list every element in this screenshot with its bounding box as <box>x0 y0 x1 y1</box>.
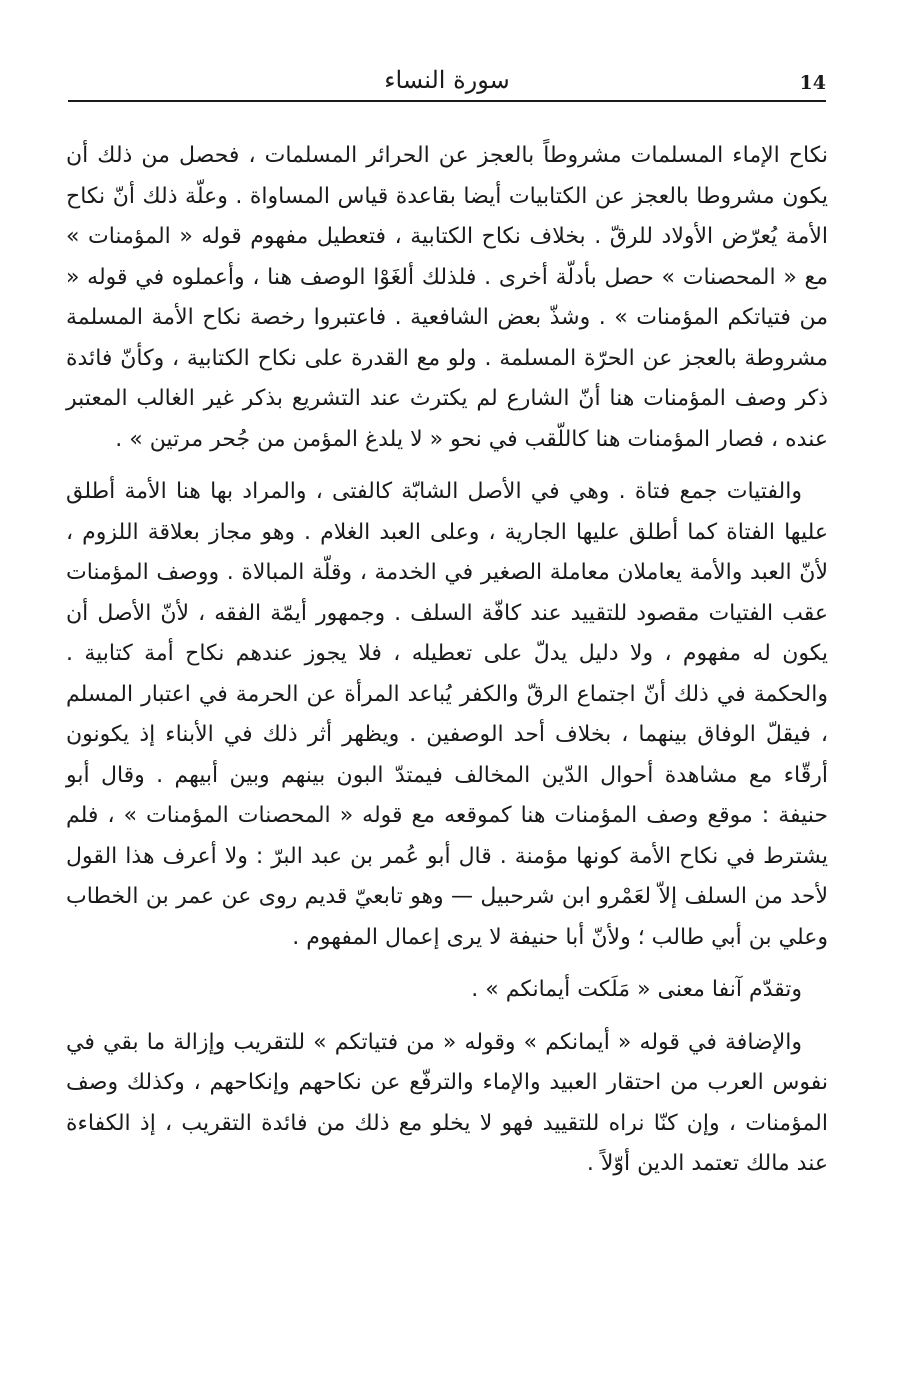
surah-title: سورة النساء <box>384 66 510 94</box>
paragraph: والفتيات جمع فتاة . وهي في الأصل الشابّة كالفتى ، والمراد بها هنا الأمة أطلق عليها الفتاة كما أطلق عليها الجارية ، وعلى العبد الغلام . وهو مجاز بعلاقة اللزوم ، لأنّ العبد والأمة يعاملان معاملة الصغير في الخدمة ، وقلّة المبالاة . ووصف المؤمنات عقب الفتيات مقصود للتقييد عند كافّة السلف . وجمهور أيمّة الفقه ، لأنّ الأصل أن يكون له مفهوم ، ولا دليل يدلّ على تعطيله ، فلا يجوز عندهم نكاح أمة كتابية . والحكمة في ذلك أنّ اجتماع الرقّ والكفر يُباعد المرأة عن الحرمة في اعتبار المسلم ، فيقلّ الوفاق بينهما ، بخلاف أحد الوصفين . ويظهر أثر ذلك في الأبناء إذ يكونون أرقّاء مع مشاهدة أحوال الدّين المخالف فيمتدّ البون بينهم وبين أبيهم . وقال أبو حنيفة : موقع وصف المؤمنات هنا كموقعه مع قوله « المحصنات المؤمنات » ، فلم يشترط في نكاح الأمة كونها مؤمنة . قال أبو عُمر بن عبد البرّ : ولا أعرف هذا القول لأحد من السلف إلاّ لعَمْرو ابن شرحبيل — وهو تابعيّ قديم روى عن عمر بن الخطاب وعلي بن أبي طالب ؛ ولأنّ أبا حنيفة لا يرى إعمال المفهوم . <box>66 479 828 950</box>
paragraph: والإضافة في قوله « أيمانكم » وقوله « من فتياتكم » للتقريب وإزالة ما بقي في نفوس العرب من احتقار العبيد والإماء والترفّع عن نكاحهم وإنكاحهم ، وكذلك وصف المؤمنات ، وإن كنّا نراه للتقييد فهو لا يخلو مع ذلك من فائدة التقريب ، إذ الكفاءة عند مالك تعتمد الدين أوّلاً . <box>66 1029 828 1176</box>
paragraph: نكاح الإماء المسلمات مشروطاً بالعجز عن الحرائر المسلمات ، فحصل من ذلك أن يكون مشروطا بالعجز عن الكتابيات أيضا بقاعدة قياس المساواة . وعلّة ذلك أنّ نكاح الأمة يُعرّض الأولاد للرقّ . بخلاف نكاح الكتابية ، فتعطيل مفهوم قوله « المؤمنات » مع « المحصنات » حصل بأدلّة أخرى . فلذلك ألغَوْا الوصف هنا ، وأعملوه في قوله « من فتياتكم المؤمنات » . وشذّ بعض الشافعية . فاعتبروا رخصة نكاح الأمة المسلمة مشروطة بالعجز عن الحرّة المسلمة . ولو مع القدرة على نكاح الكتابية ، وكأنّ فائدة ذكر وصف المؤمنات هنا أنّ الشارع لم يكترث عند التشريع بذكر غير الغالب المعتبر عنده ، فصار المؤمنات هنا كاللّقب في نحو « لا يلدغ المؤمن من جُحر مرتين » . <box>66 143 828 452</box>
page-header <box>68 62 826 98</box>
page-number: 14 <box>799 72 826 94</box>
header-rule <box>68 100 826 102</box>
paragraph: وتقدّم آنفا معنى « مَلَكت أيمانكم » . <box>471 977 802 1002</box>
page-body <box>66 136 828 1185</box>
